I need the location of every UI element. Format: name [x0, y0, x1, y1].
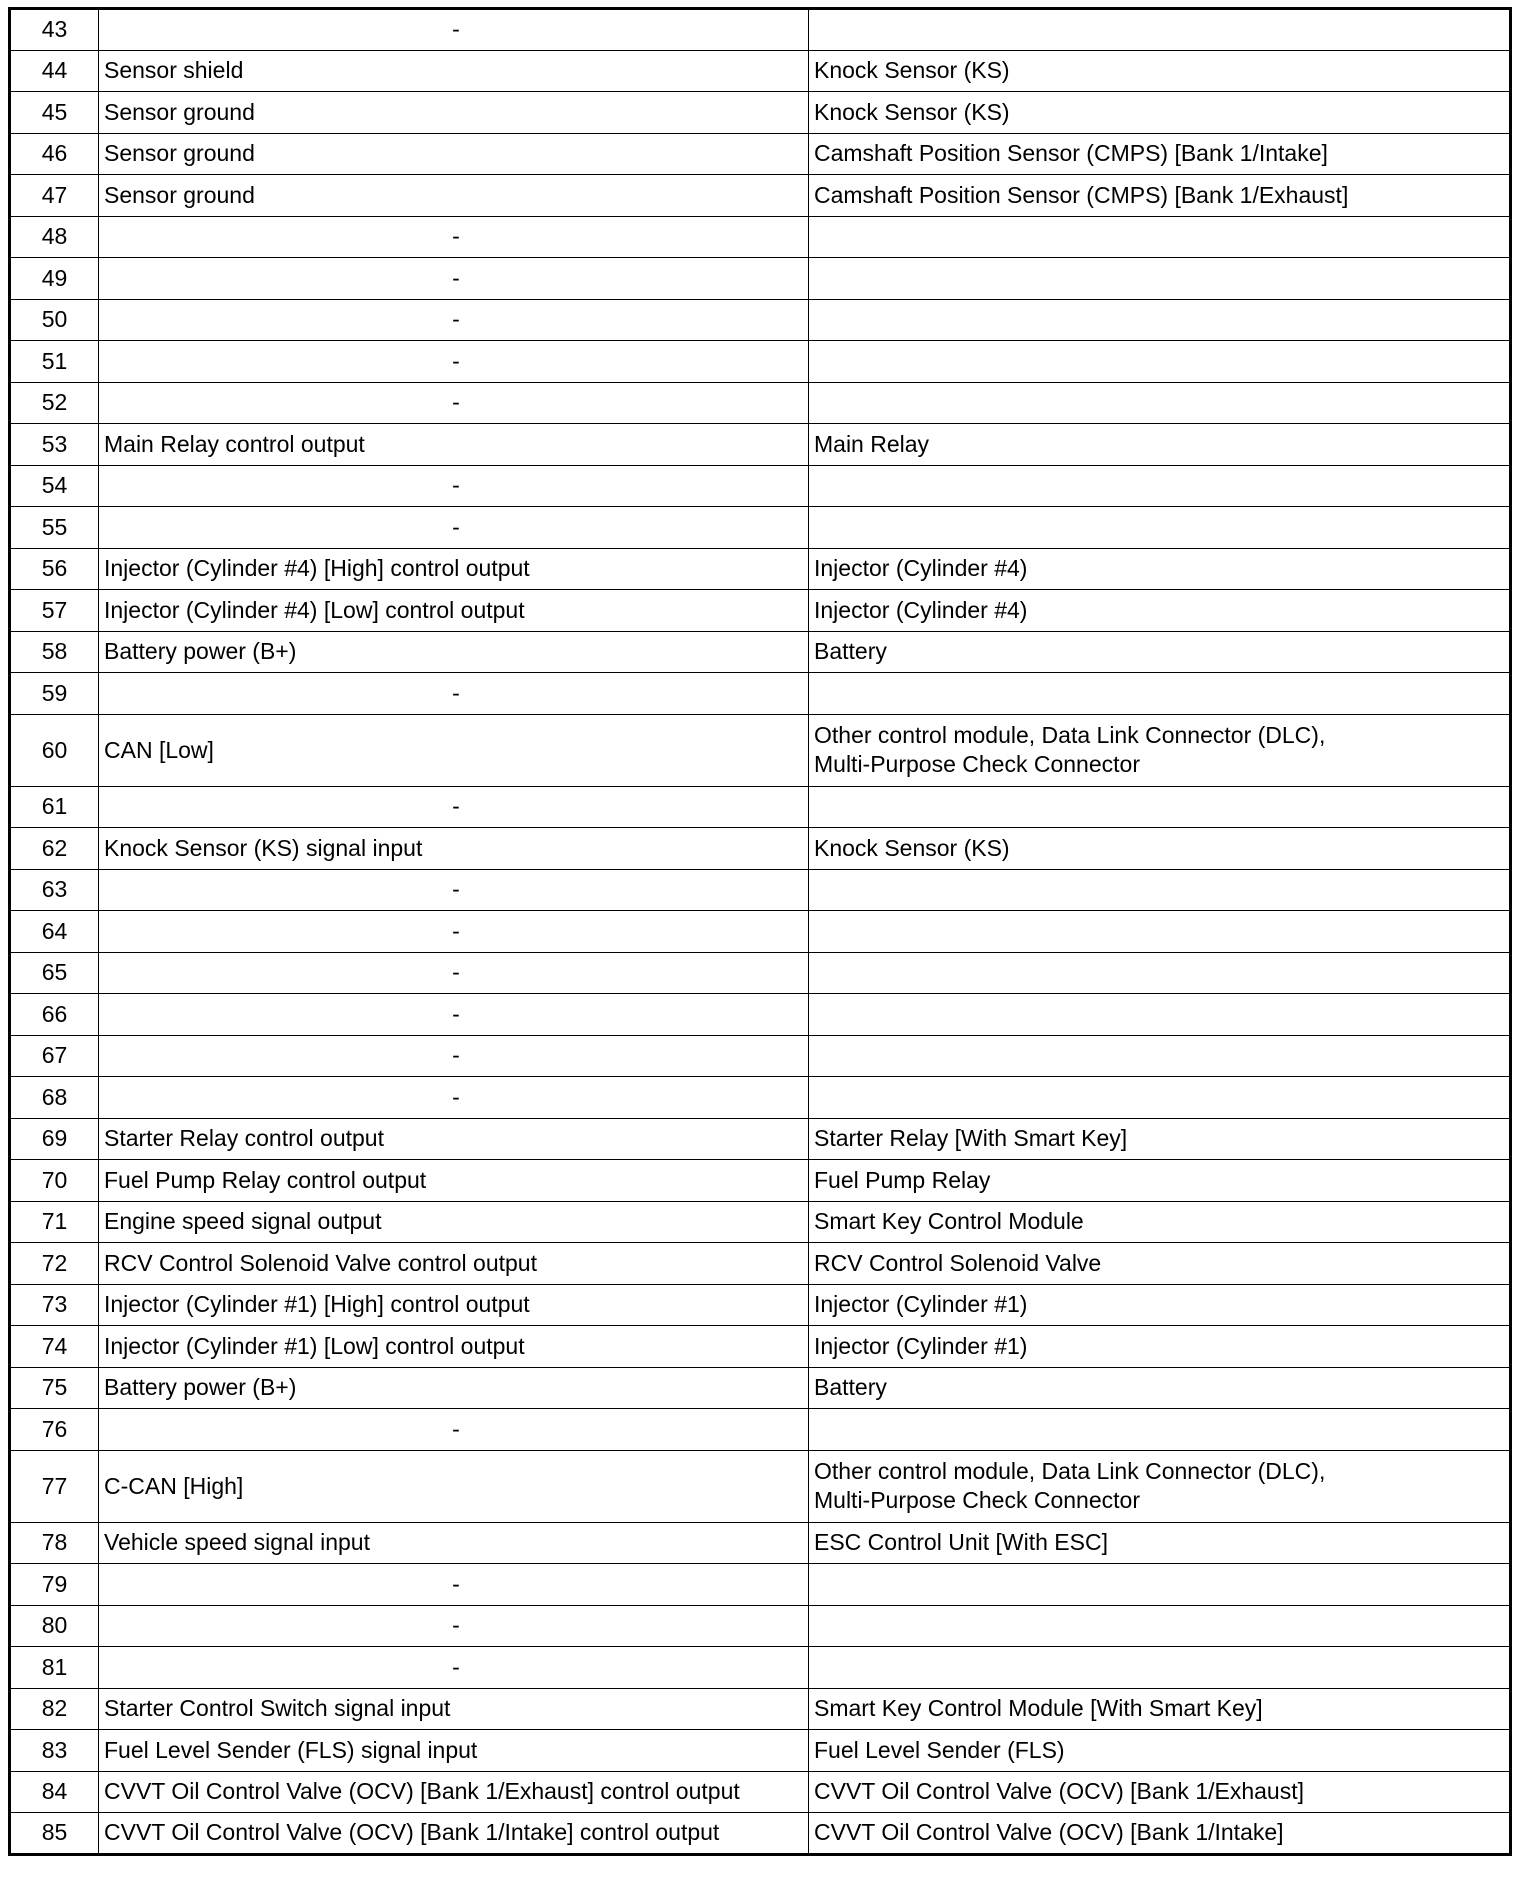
pin-number-cell: 72 [10, 1243, 99, 1285]
table-row [10, 1118, 1511, 1160]
connected-to-cell [809, 9, 1511, 51]
table-row [10, 1813, 1511, 1855]
connected-to-cell: Battery [809, 631, 1511, 673]
description-cell: - [99, 341, 809, 383]
table-row [10, 92, 1511, 134]
description-cell: Injector (Cylinder #4) [High] control output [99, 548, 809, 590]
table-row [10, 1367, 1511, 1409]
pin-table-body [10, 9, 1511, 1855]
connected-to-cell [809, 786, 1511, 828]
connected-to-cell [809, 1647, 1511, 1689]
connected-to-cell [809, 911, 1511, 953]
pin-number-cell: 58 [10, 631, 99, 673]
table-row [10, 911, 1511, 953]
pin-number-cell: 53 [10, 424, 99, 466]
connected-to-cell [809, 714, 1511, 786]
pin-number-cell: 79 [10, 1564, 99, 1606]
description-cell: Battery power (B+) [99, 631, 809, 673]
table-row [10, 1243, 1511, 1285]
description-cell: Fuel Pump Relay control output [99, 1160, 809, 1202]
connected-to-cell: RCV Control Solenoid Valve [809, 1243, 1511, 1285]
connected-to-cell: Main Relay [809, 424, 1511, 466]
description-cell: - [99, 786, 809, 828]
table-row [10, 952, 1511, 994]
pin-number-cell: 49 [10, 258, 99, 300]
description-cell: - [99, 952, 809, 994]
description-cell: - [99, 507, 809, 549]
description-cell: - [99, 1605, 809, 1647]
connected-to-cell [809, 869, 1511, 911]
pin-number-cell: 48 [10, 216, 99, 258]
description-cell: - [99, 1409, 809, 1451]
pin-number-cell: 71 [10, 1201, 99, 1243]
table-row [10, 9, 1511, 51]
pin-number-cell: 56 [10, 548, 99, 590]
connected-to-cell [809, 1035, 1511, 1077]
description-cell: Sensor ground [99, 175, 809, 217]
connected-to-cell: Injector (Cylinder #1) [809, 1284, 1511, 1326]
connected-to-cell: Injector (Cylinder #4) [809, 590, 1511, 632]
connected-to-cell [809, 1077, 1511, 1119]
pin-number-cell: 76 [10, 1409, 99, 1451]
pin-number-cell: 55 [10, 507, 99, 549]
pin-number-cell: 75 [10, 1367, 99, 1409]
table-row [10, 714, 1511, 786]
pin-table [8, 7, 1512, 1856]
table-row [10, 786, 1511, 828]
connected-to-cell [809, 994, 1511, 1036]
pin-number-cell: 69 [10, 1118, 99, 1160]
connected-to-line: Multi-Purpose Check Connector [814, 1487, 1140, 1513]
description-cell: Injector (Cylinder #1) [Low] control output [99, 1326, 809, 1368]
description-cell: - [99, 994, 809, 1036]
table-row [10, 1688, 1511, 1730]
pin-number-cell: 47 [10, 175, 99, 217]
table-row [10, 507, 1511, 549]
description-cell: - [99, 1035, 809, 1077]
pin-number-cell: 73 [10, 1284, 99, 1326]
pin-number-cell: 59 [10, 673, 99, 715]
description-cell: - [99, 465, 809, 507]
table-row [10, 1564, 1511, 1606]
connected-to-cell [809, 299, 1511, 341]
description-cell: - [99, 216, 809, 258]
table-row [10, 1077, 1511, 1119]
connected-to-cell [809, 258, 1511, 300]
description-cell: Vehicle speed signal input [99, 1522, 809, 1564]
table-row [10, 465, 1511, 507]
table-row [10, 1326, 1511, 1368]
table-row [10, 1647, 1511, 1689]
pin-number-cell: 61 [10, 786, 99, 828]
pin-number-cell: 77 [10, 1450, 99, 1522]
description-cell: Sensor ground [99, 133, 809, 175]
description-cell: Engine speed signal output [99, 1201, 809, 1243]
description-cell: Sensor shield [99, 50, 809, 92]
description-cell: CVVT Oil Control Valve (OCV) [Bank 1/Intake] control output [99, 1813, 809, 1855]
pin-number-cell: 67 [10, 1035, 99, 1077]
connected-to-cell: Starter Relay [With Smart Key] [809, 1118, 1511, 1160]
table-row [10, 424, 1511, 466]
table-row [10, 299, 1511, 341]
connected-to-cell: Knock Sensor (KS) [809, 92, 1511, 134]
description-cell: - [99, 911, 809, 953]
connected-to-cell: Battery [809, 1367, 1511, 1409]
pin-number-cell: 62 [10, 828, 99, 870]
table-row [10, 673, 1511, 715]
table-row [10, 1409, 1511, 1451]
description-cell: - [99, 1077, 809, 1119]
connected-to-cell: Camshaft Position Sensor (CMPS) [Bank 1/Intake] [809, 133, 1511, 175]
description-cell: Fuel Level Sender (FLS) signal input [99, 1730, 809, 1772]
pin-number-cell: 51 [10, 341, 99, 383]
pin-number-cell: 44 [10, 50, 99, 92]
pin-number-cell: 52 [10, 382, 99, 424]
pin-number-cell: 74 [10, 1326, 99, 1368]
description-cell: - [99, 9, 809, 51]
table-row [10, 216, 1511, 258]
connected-to-cell: CVVT Oil Control Valve (OCV) [Bank 1/Intake] [809, 1813, 1511, 1855]
table-row [10, 1035, 1511, 1077]
connected-to-cell [809, 1605, 1511, 1647]
connected-to-cell [809, 952, 1511, 994]
table-row [10, 548, 1511, 590]
connected-to-cell: ESC Control Unit [With ESC] [809, 1522, 1511, 1564]
pin-number-cell: 78 [10, 1522, 99, 1564]
pin-number-cell: 80 [10, 1605, 99, 1647]
connected-to-line: Multi-Purpose Check Connector [814, 751, 1140, 777]
pin-number-cell: 84 [10, 1771, 99, 1813]
pin-number-cell: 82 [10, 1688, 99, 1730]
connected-to-cell [809, 382, 1511, 424]
description-cell: CAN [Low] [99, 714, 809, 786]
connected-to-cell [809, 507, 1511, 549]
description-cell: Main Relay control output [99, 424, 809, 466]
pin-number-cell: 45 [10, 92, 99, 134]
table-row [10, 1450, 1511, 1522]
description-cell: Battery power (B+) [99, 1367, 809, 1409]
description-cell: Sensor ground [99, 92, 809, 134]
pin-number-cell: 83 [10, 1730, 99, 1772]
pin-number-cell: 63 [10, 869, 99, 911]
description-cell: - [99, 1564, 809, 1606]
description-cell: - [99, 673, 809, 715]
connected-to-cell [809, 465, 1511, 507]
description-cell: C-CAN [High] [99, 1450, 809, 1522]
pin-number-cell: 64 [10, 911, 99, 953]
table-row [10, 1522, 1511, 1564]
description-cell: - [99, 299, 809, 341]
table-row [10, 50, 1511, 92]
table-row [10, 133, 1511, 175]
pin-number-cell: 68 [10, 1077, 99, 1119]
table-row [10, 994, 1511, 1036]
description-cell: - [99, 258, 809, 300]
description-cell: RCV Control Solenoid Valve control output [99, 1243, 809, 1285]
table-row [10, 1605, 1511, 1647]
table-row [10, 1771, 1511, 1813]
connected-to-cell: CVVT Oil Control Valve (OCV) [Bank 1/Exhaust] [809, 1771, 1511, 1813]
table-row [10, 631, 1511, 673]
pin-number-cell: 54 [10, 465, 99, 507]
table-row [10, 1160, 1511, 1202]
table-row [10, 382, 1511, 424]
table-row [10, 258, 1511, 300]
table-row [10, 341, 1511, 383]
connected-to-cell: Injector (Cylinder #4) [809, 548, 1511, 590]
description-cell: Knock Sensor (KS) signal input [99, 828, 809, 870]
connected-to-line: Other control module, Data Link Connector (DLC), [814, 1458, 1326, 1484]
description-cell: CVVT Oil Control Valve (OCV) [Bank 1/Exhaust] control output [99, 1771, 809, 1813]
connected-to-cell [809, 1409, 1511, 1451]
description-cell: - [99, 1647, 809, 1689]
connected-to-cell [809, 216, 1511, 258]
table-row [10, 1730, 1511, 1772]
description-cell: - [99, 869, 809, 911]
connected-to-cell: Knock Sensor (KS) [809, 50, 1511, 92]
connected-to-cell: Smart Key Control Module [809, 1201, 1511, 1243]
connected-to-cell [809, 341, 1511, 383]
connected-to-cell [809, 673, 1511, 715]
pin-number-cell: 65 [10, 952, 99, 994]
connected-to-cell: Knock Sensor (KS) [809, 828, 1511, 870]
pin-number-cell: 60 [10, 714, 99, 786]
table-row [10, 828, 1511, 870]
pin-number-cell: 57 [10, 590, 99, 632]
table-row [10, 175, 1511, 217]
connected-to-line: Other control module, Data Link Connector (DLC), [814, 722, 1326, 748]
pin-number-cell: 85 [10, 1813, 99, 1855]
connected-to-cell: Fuel Pump Relay [809, 1160, 1511, 1202]
connected-to-cell: Camshaft Position Sensor (CMPS) [Bank 1/Exhaust] [809, 175, 1511, 217]
pin-number-cell: 66 [10, 994, 99, 1036]
connected-to-cell: Injector (Cylinder #1) [809, 1326, 1511, 1368]
pin-number-cell: 81 [10, 1647, 99, 1689]
table-row [10, 869, 1511, 911]
connected-to-cell: Smart Key Control Module [With Smart Key] [809, 1688, 1511, 1730]
pin-number-cell: 46 [10, 133, 99, 175]
table-row [10, 590, 1511, 632]
table-row [10, 1201, 1511, 1243]
description-cell: Starter Control Switch signal input [99, 1688, 809, 1730]
connected-to-cell [809, 1450, 1511, 1522]
connected-to-cell [809, 1564, 1511, 1606]
pin-number-cell: 43 [10, 9, 99, 51]
connected-to-cell: Fuel Level Sender (FLS) [809, 1730, 1511, 1772]
description-cell: - [99, 382, 809, 424]
pin-number-cell: 50 [10, 299, 99, 341]
description-cell: Injector (Cylinder #1) [High] control output [99, 1284, 809, 1326]
description-cell: Injector (Cylinder #4) [Low] control output [99, 590, 809, 632]
pin-number-cell: 70 [10, 1160, 99, 1202]
table-row [10, 1284, 1511, 1326]
description-cell: Starter Relay control output [99, 1118, 809, 1160]
